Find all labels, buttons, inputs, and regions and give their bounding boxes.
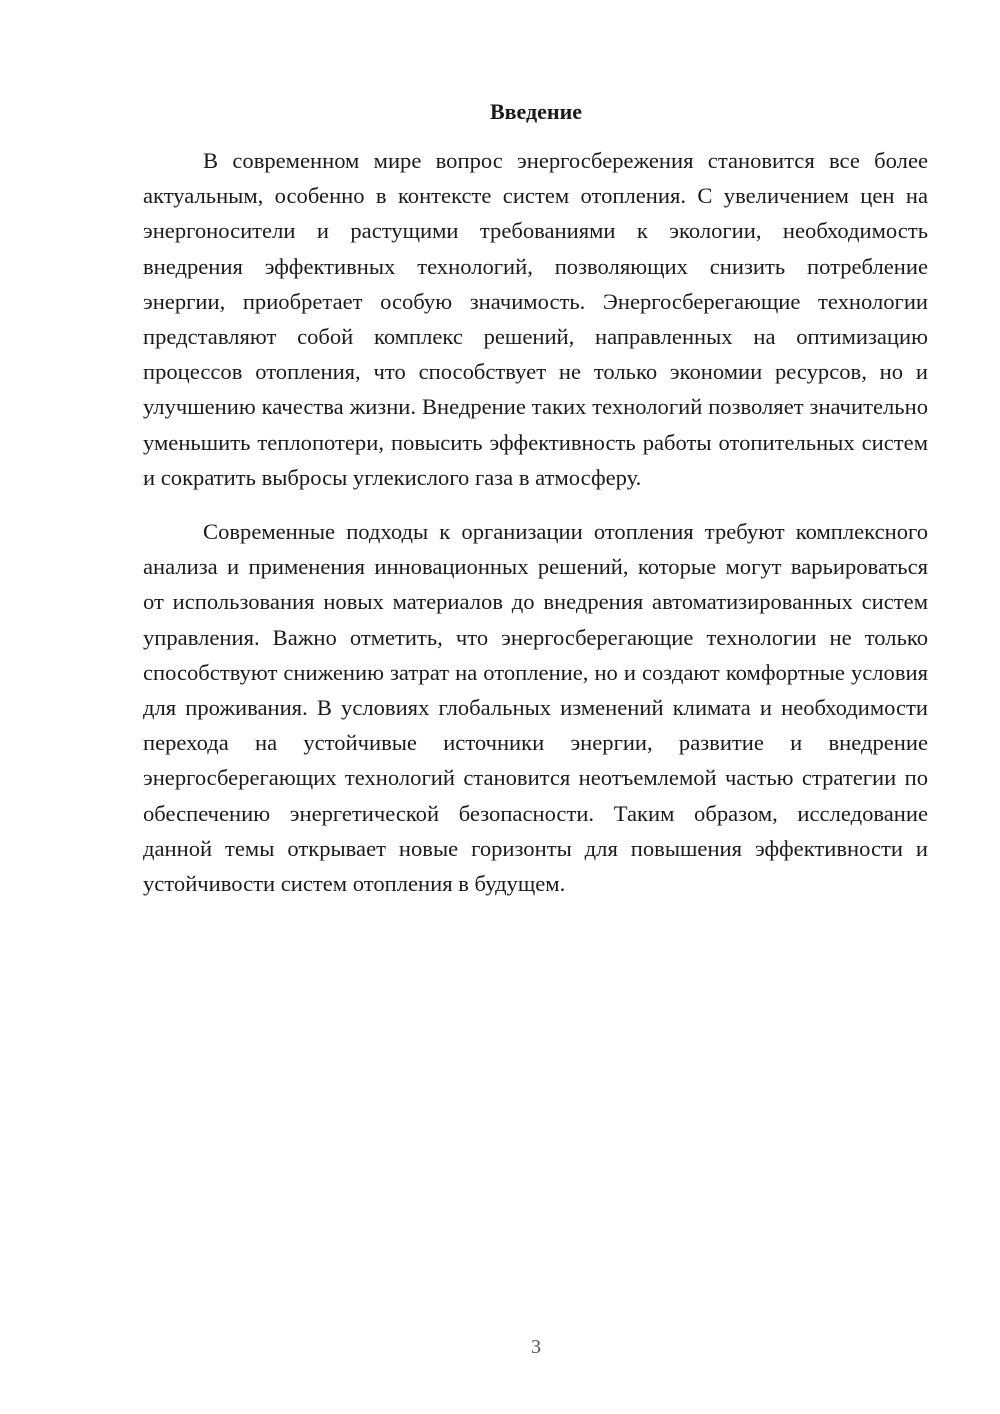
paragraph-1: В современном мире вопрос энергосбережения становится все более актуальным, особенно в контексте систем отопления. С увеличением цен на энергоносители и растущими требованиями к экологии, необходимость внедрения эффективных технологий, позволяющих снизить потребление энергии, приобретает особую значимость. Энергосберегающие технологии представляют собой комплекс решений, направленных на оптимизацию процессов отопления, что способствует не только экономии ресурсов, но и улучшению качества жизни. Внедрение таких технологий позволяет значительно уменьшить теплопотери, повысить эффективность работы отопительных систем и сократить выбросы углекислого газа в атмосферу. (143, 148, 928, 490)
section-heading: Введение (489, 99, 583, 124)
body-text (143, 143, 928, 901)
page-number: 3 (531, 1336, 541, 1358)
paragraph-2: Современные подходы к организации отопления требуют комплексного анализа и применения инновационных решений, которые могут варьироваться от использования новых материалов до внедрения автоматизированных систем управления. Важно отметить, что энергосберегающие технологии не только способствуют снижению затрат на отопление, но и создают комфортные условия для проживания. В условиях глобальных изменений климата и необходимости перехода на устойчивые источники энергии, развитие и внедрение энергосберегающих технологий становится неотъемлемой частью стратегии по обеспечению энергетической безопасности. Таким образом, исследование данной темы открывает новые горизонты для повышения эффективности и устойчивости систем отопления в будущем. (143, 519, 928, 897)
